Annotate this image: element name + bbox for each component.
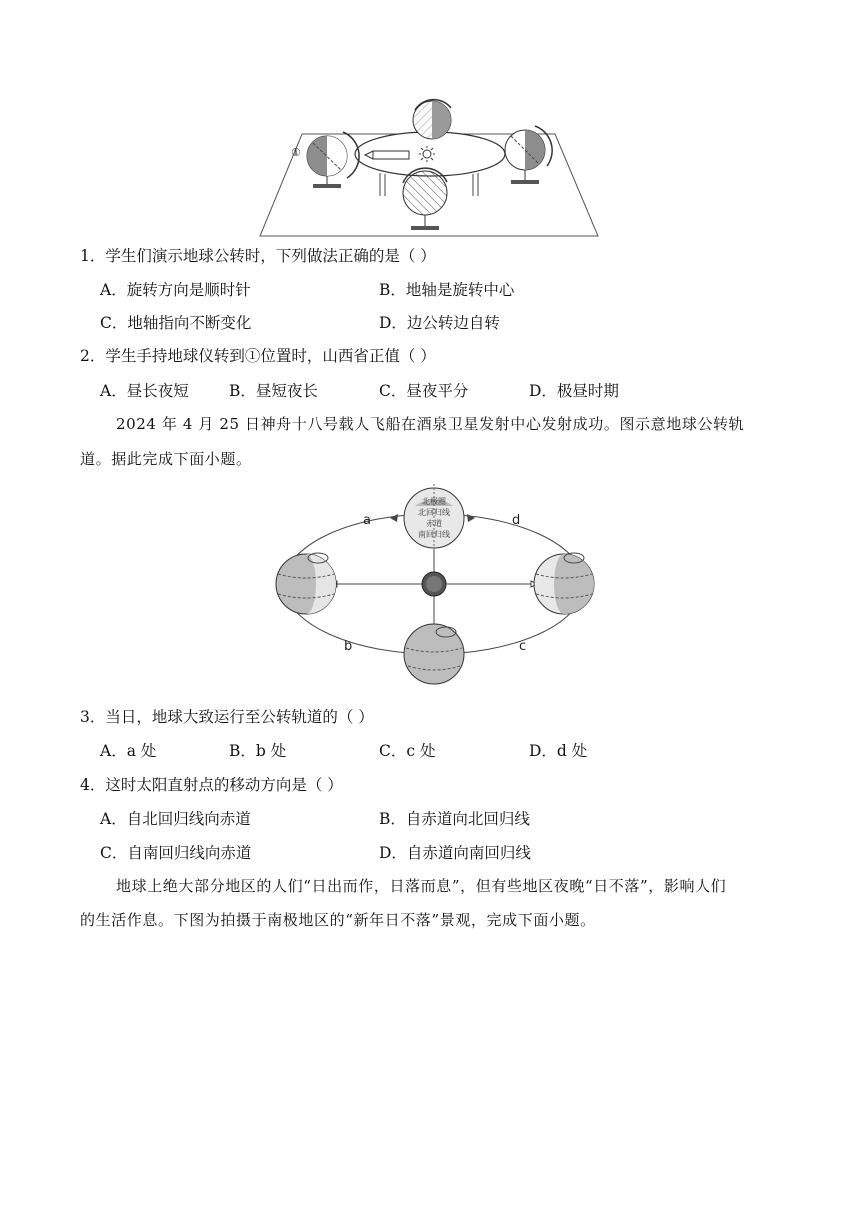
orbit-label-b: b	[344, 639, 353, 654]
q1-stem: 1．学生们演示地球公转时，下列做法正确的是（ ）	[80, 247, 436, 265]
passage1-line2: 道。据此完成下面小题。	[80, 450, 252, 468]
globe-bottom	[403, 168, 447, 230]
q3-option-c[interactable]: C．c 处	[379, 742, 436, 760]
q1-option-a[interactable]: A．旋转方向是顺时针	[100, 281, 251, 299]
label-equator: 赤道	[426, 519, 442, 528]
q4-option-c[interactable]: C．自南回归线向赤道	[100, 844, 252, 862]
label-tropic-capricorn: 南回归线	[418, 530, 450, 539]
q4-stem: 4．这时太阳直射点的移动方向是（ ）	[80, 776, 343, 794]
earth-orbit-figure	[270, 478, 600, 690]
globe-right	[505, 126, 552, 184]
label-arctic-circle: 北极圈	[422, 497, 446, 506]
revolution-demo-figure	[255, 98, 605, 240]
position-1-marker: ①	[291, 146, 301, 159]
q1-option-c[interactable]: C．地轴指向不断变化	[100, 314, 252, 332]
pencil-icon	[365, 151, 409, 159]
passage2-line1: 地球上绝大部分地区的人们“日出而作，日落而息”，但有些地区夜晚“日不落”，影响人们	[116, 877, 727, 895]
q4-option-b[interactable]: B．自赤道向北回归线	[379, 810, 530, 828]
q3-stem: 3．当日，地球大致运行至公转轨道的（ ）	[80, 708, 374, 726]
q1-option-b[interactable]: B．地轴是旋转中心	[379, 281, 515, 299]
globe-position-1	[307, 132, 359, 188]
globe-left-orbit	[276, 553, 336, 614]
q2-option-c[interactable]: C．昼夜平分	[379, 382, 469, 400]
sun-icon	[422, 572, 446, 596]
globe-top	[413, 100, 451, 139]
globe-bottom-orbit	[404, 624, 464, 684]
q2-option-b[interactable]: B．昼短夜长	[229, 382, 318, 400]
q4-option-d[interactable]: D．自赤道向南回归线	[379, 844, 531, 862]
q2-option-a[interactable]: A．昼长夜短	[100, 382, 189, 400]
passage1-line1: 2024 年 4 月 25 日神舟十八号载人飞船在酒泉卫星发射中心发射成功。图示意地球公转轨	[116, 415, 745, 433]
passage2-line2: 的生活作息。下图为拍摄于南极地区的“新年日不落”景观，完成下面小题。	[80, 911, 596, 929]
q1-option-d[interactable]: D．边公转边自转	[379, 314, 500, 332]
q3-option-d[interactable]: D．d 处	[529, 742, 588, 760]
orbit-label-a: a	[363, 513, 371, 528]
q2-stem: 2．学生手持地球仪转到①位置时，山西省正值（ ）	[80, 347, 436, 365]
orbit-label-d: d	[512, 513, 521, 528]
globe-top-orbit	[404, 484, 464, 550]
q4-option-a[interactable]: A．自北回归线向赤道	[100, 810, 251, 828]
orbit-label-c: c	[519, 639, 527, 654]
globe-right-orbit	[534, 553, 594, 614]
q3-option-a[interactable]: A．a 处	[100, 742, 157, 760]
label-tropic-cancer: 北回归线	[418, 508, 450, 517]
q2-option-d[interactable]: D．极昼时期	[529, 382, 619, 400]
q3-option-b[interactable]: B．b 处	[229, 742, 287, 760]
